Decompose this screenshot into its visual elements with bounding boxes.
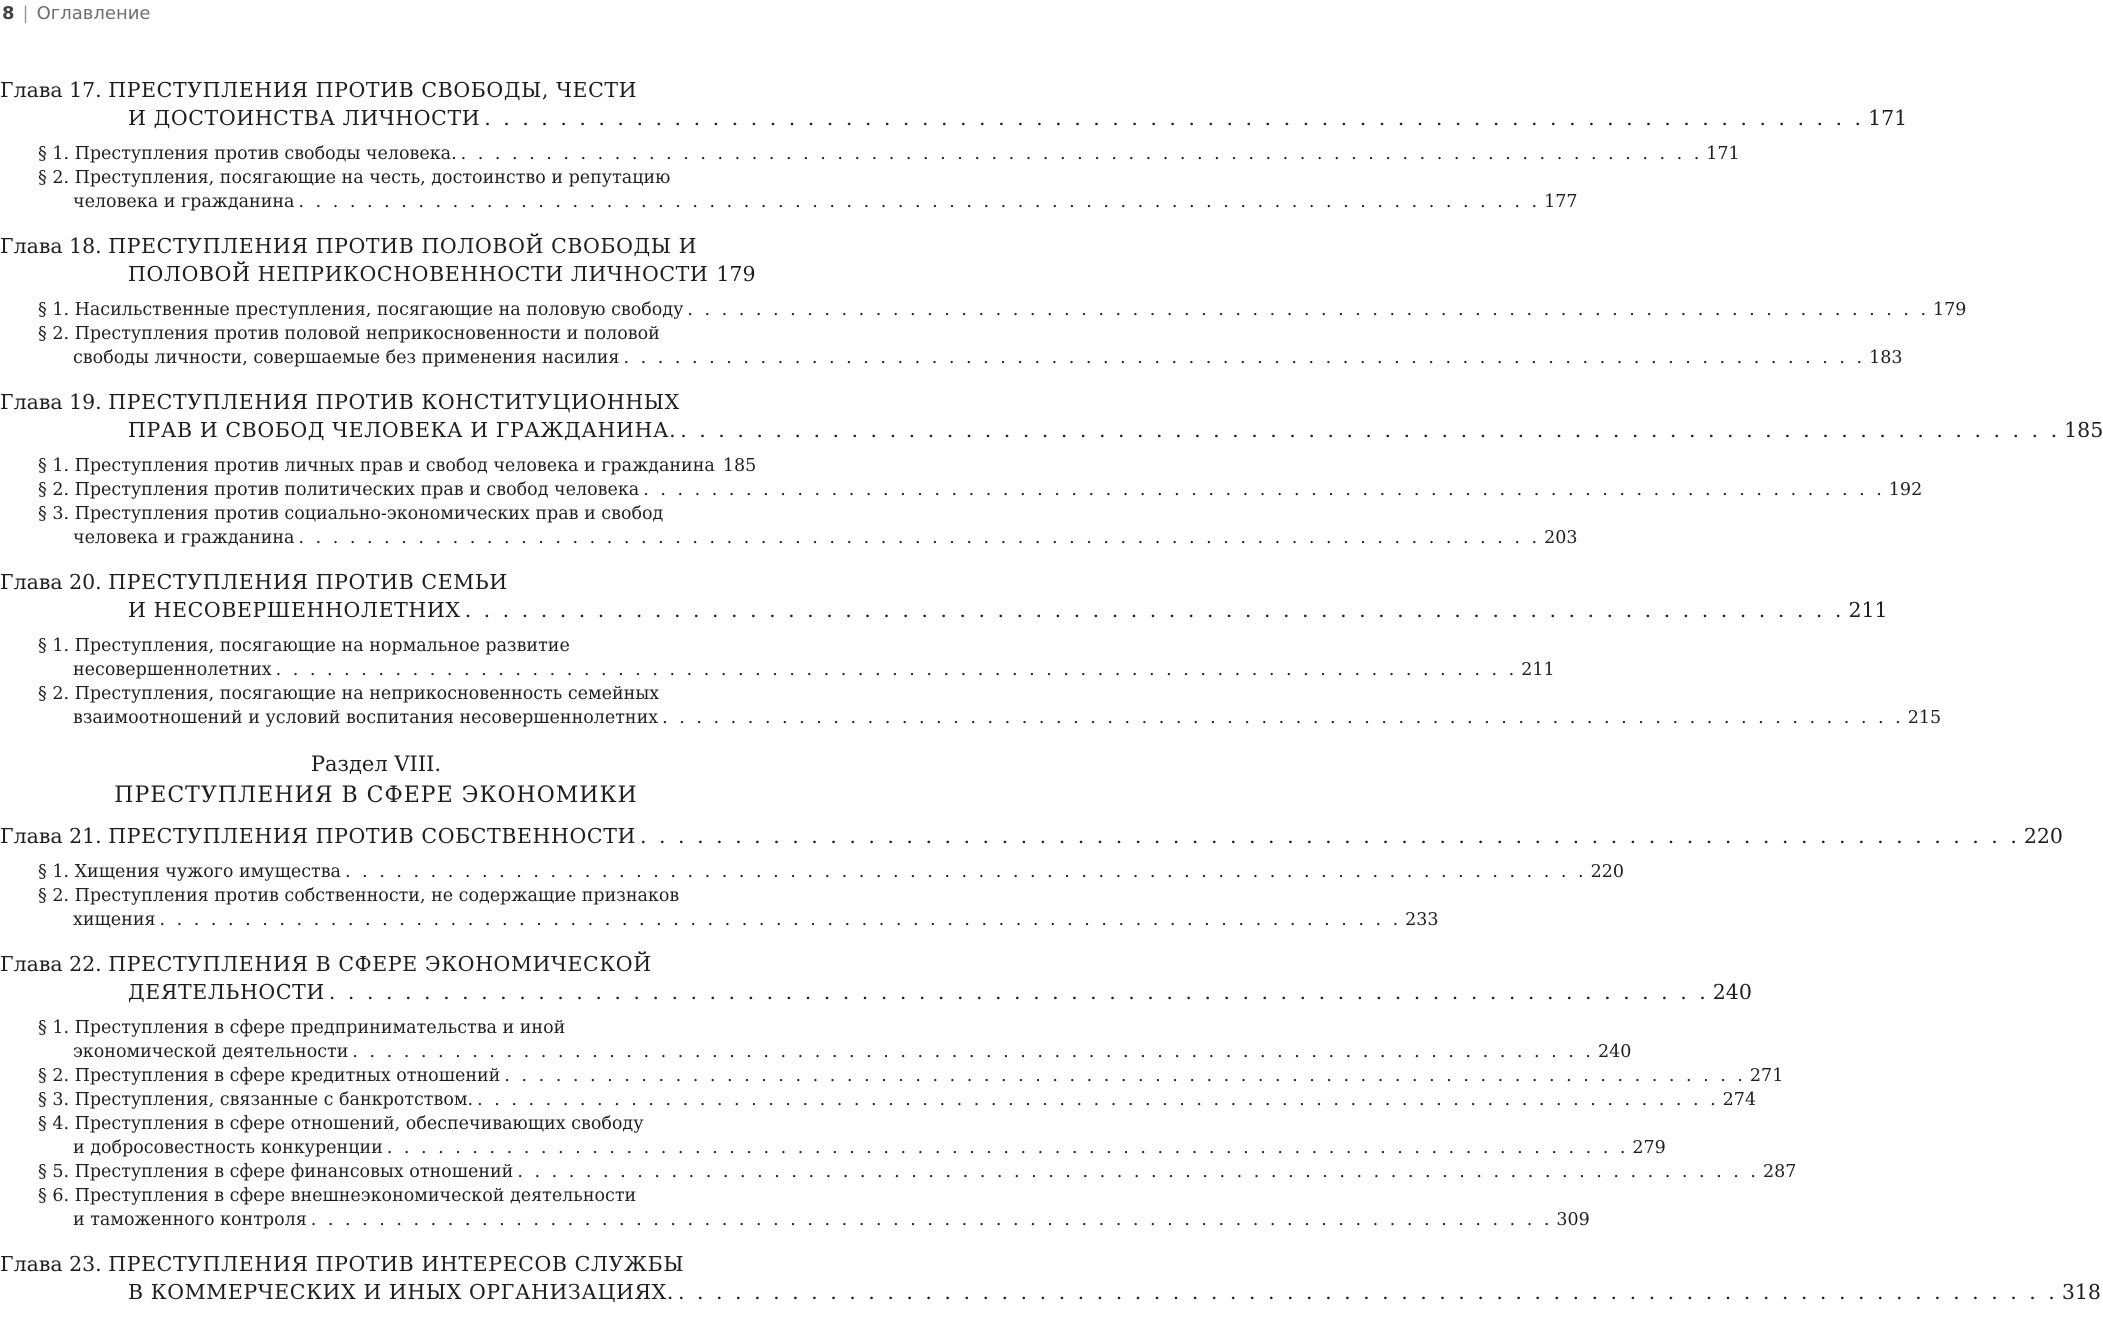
section-line-text: § 1. Преступления против свободы человека. (38, 144, 457, 164)
dot-leader: . . . . . . . . . . . . . . . . . . . . . . . . . . . . . . . . . . . . . . . . . . . . . . . . . . . . . . . . . . . . . . . . . . . . . . . . . (687, 300, 1930, 320)
section-line (0, 1064, 1784, 1088)
dot-leader: . . . . . . . . . . . . . . . . . . . . . . . . . . . . . . . . . . . . . . . . . . . . . . . . . . . . . . . . . . . . . . . . . . . . . . . . . (352, 1042, 1594, 1062)
dot-leader: . . . . . . . . . . . . . . . . . . . . . . . . . . . . . . . . . . . . . . . . . . . . . . . . . . . . . . . . . . . . . . . . . . . . . . . . . (275, 660, 1518, 680)
dot-leader: . . . . . . . . . . . . . . . . . . . . . . . . . . . . . . . . . . . . . . . . . . . . . . . . . . . . . . . . . . . . . . . . . . . . . . . . . (662, 708, 1904, 728)
dot-leader: . . . . . . . . . . . . . . . . . . . . . . . . . . . . . . . . . . . . . . . . . . . . . . . . . . . . . . . . . . . . . . . . . . . . . . . . . (623, 348, 1866, 368)
part-label: Раздел VIII. (310, 752, 442, 776)
chapter-title-line-text (0, 822, 636, 850)
chapter-title-line (0, 568, 752, 596)
section-line: § 2. Преступления, посягающие на неприкосновенность семейных (38, 684, 660, 704)
chapter-title: ПРЕСТУПЛЕНИЯ ПРОТИВ СВОБОДЫ, ЧЕСТИ (108, 78, 638, 102)
page-header (2, 0, 151, 26)
dot-leader: . . . . . . . . . . . . . . . . . . . . . . . . . . . . . . . . . . . . . . . . . . . . . . . . . . . . . . . . . . . . . . . . . . . . . . . . . (639, 824, 2020, 848)
section-line: § 3. Преступления против социально-экономических прав и свобод (38, 504, 664, 524)
page-ref: 211 (1848, 598, 1888, 622)
section-line-text: свободы личности, совершаемые без применения насилия (73, 348, 620, 368)
section-line-text: § 2. Преступления против политических прав и свобод человека (38, 480, 640, 500)
section-line (0, 454, 757, 478)
chapter-title: ПРЕСТУПЛЕНИЯ ПРОТИВ КОНСТИТУЦИОННЫХ (108, 390, 680, 414)
chapter-label: Глава 23. (0, 1252, 109, 1276)
page-ref: 220 (2023, 824, 2063, 848)
chapter-title-line-text (128, 416, 676, 444)
table-of-contents (0, 76, 2103, 1324)
spacer (0, 1006, 752, 1016)
spacer (0, 1232, 752, 1250)
section-line (0, 908, 1439, 932)
chapter-title-line (0, 260, 756, 288)
section-line-text: несовершеннолетних (73, 660, 272, 680)
section-line-text: § 2. Преступления в сфере кредитных отношений (38, 1066, 501, 1086)
dot-leader: . . . . . . . . . . . . . . . . . . . . . . . . . . . . . . . . . . . . . . . . . . . . . . . . . . . . . . . . . . . . . . . . . . . . . . . . . (386, 1138, 1629, 1158)
chapter-title-line-text (128, 1278, 674, 1306)
dot-leader: . . . . . . . . . . . . . . . . . . . . . . . . . . . . . . . . . . . . . . . . . . . . . . . . . . . . . . . . . . . . . . . . . . . . . . . . . (484, 106, 1865, 130)
chapter-title-line (0, 104, 1908, 132)
dot-leader: . . . . . . . . . . . . . . . . . . . . . . . . . . . . . . . . . . . . . . . . . . . . . . . . . . . . . . . . . . . . . . . . . . . . . . . . . (298, 528, 1541, 548)
chapter-title: ПРАВ И СВОБОД ЧЕЛОВЕКА И ГРАЖДАНИНА. (128, 418, 677, 442)
chapter-entry (0, 76, 1908, 232)
section-line: § 1. Преступления в сфере предпринимательства и иной (38, 1018, 566, 1038)
spacer (0, 370, 752, 388)
spacer (0, 730, 752, 748)
page-ref: 240 (1598, 1042, 1632, 1062)
part-title: ПРЕСТУПЛЕНИЯ В СФЕРЕ ЭКОНОМИКИ (114, 783, 638, 808)
chapter-title: ПОЛОВОЙ НЕПРИКОСНОВЕННОСТИ ЛИЧНОСТИ (128, 262, 709, 286)
page-number: 8 (2, 2, 15, 24)
dot-leader: . . . . . . . . . . . . . . . . . . . . . . . . . . . . . . . . . . . . . . . . . . . . . . . . . . . . . . . . . . . . . . . . . . . . . . . . . (345, 862, 1587, 882)
page-ref: 171 (1868, 106, 1908, 130)
dot-leader: . . . . . . . . . . . . . . . . . . . . . . . . . . . . . . . . . . . . . . . . . . . . . . . . . . . . . . . . . . . . . . . . . . . . . . . . . (464, 598, 1845, 622)
page-ref: 274 (1722, 1090, 1757, 1110)
dot-leader: . . . . . . . . . . . . . . . . . . . . . . . . . . . . . . . . . . . . . . . . . . . . . . . . . . . . . . . . . . . . . . . . . . . . . . . . . (159, 910, 1402, 930)
section-line-text: и добросовестность конкуренции (73, 1138, 383, 1158)
spacer (0, 132, 752, 142)
page-ref: 220 (1590, 862, 1625, 882)
page-ref: 279 (1632, 1138, 1666, 1158)
chapter-title: В КОММЕРЧЕСКИХ И ИНЫХ ОРГАНИЗАЦИЯХ. (128, 1280, 674, 1304)
chapter-label: Глава 18. (0, 234, 109, 258)
chapter-label: Глава 17. (0, 78, 109, 102)
chapter-label: Глава 22. (0, 952, 109, 976)
dot-leader: . . . . . . . . . . . . . . . . . . . . . . . . . . . . . . . . . . . . . . . . . . . . . . . . . . . . . . . . . . . . . . . . . . . . . . . . . (328, 980, 1709, 1004)
page-ref: 309 (1556, 1210, 1590, 1230)
chapter-title-line (0, 950, 752, 978)
section-line-text: § 5. Преступления в сфере финансовых отношений (38, 1162, 514, 1182)
dot-leader: . . . . . . . . . . . . . . . . . . . . . . . . . . . . . . . . . . . . . . . . . . . . . . . . . . . . . . . . . . . . . . . . . . . . . . . . . (298, 192, 1541, 212)
page-ref: 271 (1749, 1066, 1784, 1086)
chapter-entry (0, 1250, 2101, 1324)
chapter-title-line (0, 1278, 2101, 1306)
spacer (0, 932, 752, 950)
dot-leader: . . . . . . . . . . . . . . . . . . . . . . . . . . . . . . . . . . . . . . . . . . . . . . . . . . . . . . . . . . . . . . . . . . . . . . . . . (477, 1090, 1719, 1110)
chapter-title-line-text (128, 260, 708, 288)
spacer (0, 1306, 752, 1324)
chapter-entry (0, 388, 2103, 568)
chapter-title-line (0, 596, 1888, 624)
section-line-text: и таможенного контроля (73, 1210, 307, 1230)
chapter-title: И НЕСОВЕРШЕННОЛЕТНИХ (128, 598, 461, 622)
page-ref: 287 (1762, 1162, 1797, 1182)
chapter-title: И ДОСТОИНСТВА ЛИЧНОСТИ (128, 106, 481, 130)
page-ref: 185 (722, 456, 757, 476)
section-line (0, 1136, 1666, 1160)
section-line (0, 478, 1923, 502)
section-line (0, 706, 1942, 730)
chapter-title: ДЕЯТЕЛЬНОСТИ (128, 980, 325, 1004)
chapter-title-line (0, 416, 2103, 444)
dot-leader: . . . . . . . . . . . . . . . . . . . . . . . . . . . . . . . . . . . . . . . . . . . . . . . . . . . . . . . . . . . . . . . . . . . . . . . . . (680, 418, 2061, 442)
chapter-entry (0, 950, 1797, 1250)
section-line (0, 1088, 1757, 1112)
section-line (0, 526, 1578, 550)
chapter-label: Глава 19. (0, 390, 109, 414)
page-ref: 192 (1888, 480, 1923, 500)
section-line: § 2. Преступления, посягающие на честь, достоинство и репутацию (38, 168, 671, 188)
chapter-entry (0, 568, 1942, 748)
chapter-title-line (0, 978, 1752, 1006)
page-ref: 240 (1712, 980, 1752, 1004)
page-ref: 185 (2064, 418, 2103, 442)
section-line (0, 190, 1578, 214)
section-line (0, 142, 1740, 166)
section-line-text: человека и гражданина (73, 192, 295, 212)
section-line (0, 1208, 1590, 1232)
chapter-label: Глава 20. (0, 570, 109, 594)
chapter-title-line (0, 1250, 752, 1278)
chapter-entry (0, 822, 2063, 950)
dot-leader: . . . . . . . . . . . . . . . . . . . . . . . . . . . . . . . . . . . . . . . . . . . . . . . . . . . . . . . . . . . . . . . . . . . . . . . . . (517, 1162, 1759, 1182)
spacer (0, 850, 752, 860)
page-ref: 211 (1521, 660, 1555, 680)
dot-leader: . . . . . . . . . . . . . . . . . . . . . . . . . . . . . . . . . . . . . . . . . . . . . . . . . . . . . . . . . . . . . . . . . . . . . . . . . (677, 1280, 2058, 1304)
spacer (0, 550, 752, 568)
part-heading (0, 748, 752, 812)
spacer (0, 812, 752, 822)
chapter-title: ПРЕСТУПЛЕНИЯ ПРОТИВ СОБСТВЕННОСТИ (108, 824, 636, 848)
section-line: § 4. Преступления в сфере отношений, обеспечивающих свободу (38, 1114, 644, 1134)
dot-leader: . . . . . . . . . . . . . . . . . . . . . . . . . . . . . . . . . . . . . . . . . . . . . . . . . . . . . . . . . . . . . . . . . . . . . . . . . (504, 1066, 1746, 1086)
section-line-text: § 3. Преступления, связанные с банкротством. (38, 1090, 474, 1110)
dot-leader: . . . . . . . . . . . . . . . . . . . . . . . . . . . . . . . . . . . . . . . . . . . . . . . . . . . . . . . . . . . . . . . . . . . . . . . . . (643, 480, 1885, 500)
chapter-entry (0, 232, 1967, 388)
chapter-title: ПРЕСТУПЛЕНИЯ В СФЕРЕ ЭКОНОМИЧЕСКОЙ (108, 952, 652, 976)
chapter-title-line (0, 76, 752, 104)
section-line (0, 298, 1967, 322)
page-ref: 183 (1869, 348, 1903, 368)
chapter-title-line-text (128, 104, 480, 132)
dot-leader: . . . . . . . . . . . . . . . . . . . . . . . . . . . . . . . . . . . . . . . . . . . . . . . . . . . . . . . . . . . . . . . . . . . . . . . . . (310, 1210, 1553, 1230)
chapter-title-line (0, 822, 2063, 850)
section-line: § 6. Преступления в сфере внешнеэкономической деятельности (38, 1186, 637, 1206)
header-separator: | (22, 2, 29, 24)
section-line: § 2. Преступления против половой неприкосновенности и половой (38, 324, 660, 344)
chapter-title-line-text (128, 978, 325, 1006)
section-line-text: взаимоотношений и условий воспитания несовершеннолетних (73, 708, 659, 728)
spacer (0, 288, 752, 298)
chapter-title-line (0, 232, 752, 260)
header-title: Оглавление (36, 2, 151, 24)
section-line (0, 860, 1625, 884)
chapter-label: Глава 21. (0, 824, 109, 848)
page-ref: 233 (1405, 910, 1439, 930)
chapter-title: ПРЕСТУПЛЕНИЯ ПРОТИВ ИНТЕРЕСОВ СЛУЖБЫ (108, 1252, 685, 1276)
section-line (0, 346, 1903, 370)
section-line (0, 1160, 1797, 1184)
chapter-title-line-text (128, 596, 461, 624)
section-line (0, 1040, 1632, 1064)
section-line-text: экономической деятельности (73, 1042, 349, 1062)
page-ref: 203 (1544, 528, 1578, 548)
page-ref: 179 (1933, 300, 1967, 320)
page-ref: 177 (1544, 192, 1578, 212)
chapter-title: ПРЕСТУПЛЕНИЯ ПРОТИВ СЕМЬИ (108, 570, 508, 594)
section-line: § 1. Преступления, посягающие на нормальное развитие (38, 636, 570, 656)
page-ref: 215 (1907, 708, 1942, 728)
section-line-text: § 1. Преступления против личных прав и свобод человека и гражданина (38, 456, 715, 476)
page-ref: 179 (716, 262, 756, 286)
spacer (0, 214, 752, 232)
section-line-text: § 1. Хищения чужого имущества (38, 862, 341, 882)
spacer (0, 444, 752, 454)
section-line-text: § 1. Насильственные преступления, посягающие на половую свободу (38, 300, 684, 320)
page-ref: 318 (2061, 1280, 2101, 1304)
page-ref: 171 (1706, 144, 1740, 164)
section-line-text: хищения (73, 910, 156, 930)
section-line: § 2. Преступления против собственности, не содержащие признаков (38, 886, 680, 906)
spacer (0, 624, 752, 634)
chapter-title-line (0, 388, 752, 416)
chapter-title: ПРЕСТУПЛЕНИЯ ПРОТИВ ПОЛОВОЙ СВОБОДЫ И (108, 234, 698, 258)
dot-leader: . . . . . . . . . . . . . . . . . . . . . . . . . . . . . . . . . . . . . . . . . . . . . . . . . . . . . . . . . . . . . . . . . . . . . . . . . (460, 144, 1703, 164)
section-line (0, 658, 1555, 682)
section-line-text: человека и гражданина (73, 528, 295, 548)
